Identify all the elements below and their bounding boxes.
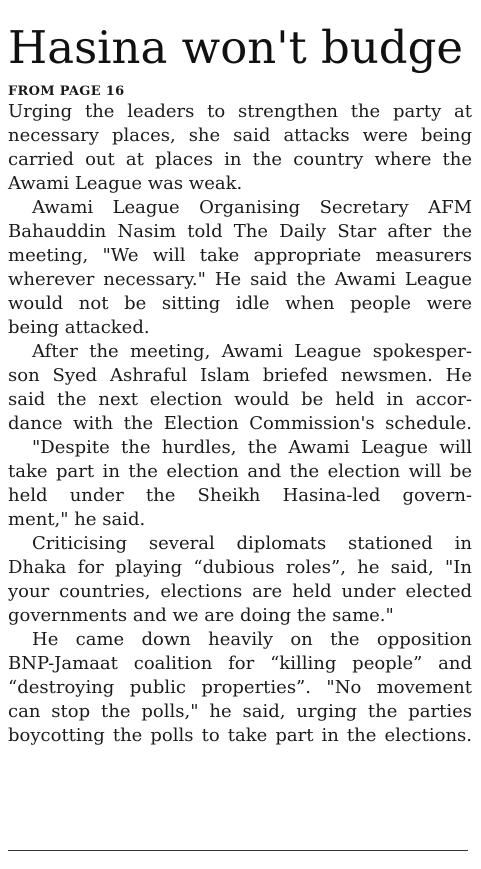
paragraph-2 (8, 196, 472, 340)
headline: Hasina won't budge (8, 21, 464, 74)
news-article (8, 0, 472, 748)
paragraph-line: said the next election would be held in accor- (8, 389, 472, 410)
paragraph-line: Criticising several diplomats stationed in (32, 533, 472, 554)
paragraph-3 (8, 340, 472, 436)
paragraph-line: take part in the election and the election will be (8, 461, 472, 482)
paragraph-line: meeting, "We will take appropriate measurers (8, 245, 472, 266)
paragraph-line: can stop the polls," he said, urging the parties (8, 701, 472, 722)
paragraph-line: dance with the Election Commission's schedule. (8, 413, 472, 434)
paragraph-line: "Despite the hurdles, the Awami League will (32, 437, 472, 458)
paragraph-line: held under the Sheikh Hasina-led govern- (8, 485, 472, 506)
paragraph-line: BNP-Jamaat coalition for “killing people” and (8, 653, 472, 674)
paragraph-line: boycotting the polls to take part in the elections. (8, 725, 472, 746)
paragraph-line: wherever necessary." He said the Awami League (8, 269, 472, 290)
paragraph-line: carried out at places in the country where the (8, 149, 472, 170)
paragraph-4 (8, 436, 472, 532)
paragraph-line: Awami League Organising Secretary AFM (32, 197, 472, 218)
paragraph-line: ment," he said. (8, 509, 146, 530)
bottom-rule (8, 850, 468, 851)
paragraph-line: Dhaka for playing “dubious roles”, he said, "In (8, 557, 472, 578)
paragraph-line: son Syed Ashraful Islam briefed newsmen. He (8, 365, 472, 386)
paragraph-line: governments and we are doing the same." (8, 605, 394, 626)
paragraph-line: Awami League was weak. (8, 173, 243, 194)
paragraph-line: Urging the leaders to strengthen the party at (8, 101, 472, 122)
paragraph-line: necessary places, she said attacks were being (8, 125, 472, 146)
paragraph-5 (8, 532, 472, 628)
paragraph-line: He came down heavily on the opposition (32, 629, 472, 650)
paragraph-line: Bahauddin Nasim told The Daily Star after the (8, 221, 472, 242)
paragraph-6 (8, 628, 472, 748)
jump-line: FROM PAGE 16 (8, 84, 125, 99)
paragraph-line: would not be sitting idle when people were (8, 293, 472, 314)
paragraph-line: “destroying public properties”. "No movement (8, 677, 472, 698)
paragraph-1 (8, 100, 472, 196)
paragraph-line: your countries, elections are held under elected (8, 581, 472, 602)
paragraph-line: After the meeting, Awami League spokesper- (32, 341, 472, 362)
paragraph-line: being attacked. (8, 317, 150, 338)
